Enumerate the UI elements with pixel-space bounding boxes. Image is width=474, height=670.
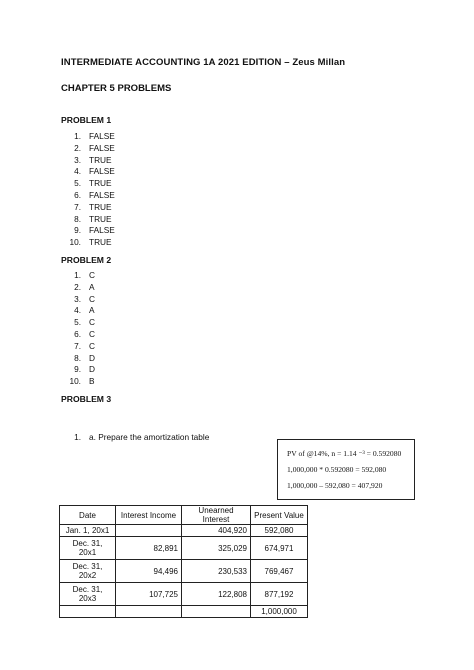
cell-present-value: 674,971: [251, 537, 308, 560]
item-number: 5.: [74, 178, 81, 189]
answer-text: B: [89, 376, 95, 387]
pv-computation-line: 1,000,000 * 0.592080 = 592,080: [287, 465, 387, 474]
list-item: [61, 166, 115, 178]
unearned-interest-line: 1,000,000 – 592,080 = 407,920: [287, 481, 383, 490]
table-row: [60, 525, 308, 537]
cell-unearned-interest: 325,029: [182, 537, 251, 560]
item-number: 9.: [74, 225, 81, 236]
item-text: a. Prepare the amortization table: [89, 432, 210, 442]
cell-interest-income: 82,891: [116, 537, 182, 560]
answer-text: TRUE: [89, 178, 112, 189]
item-number: 3.: [74, 154, 81, 165]
answer-text: C: [89, 293, 95, 304]
list-item: [61, 282, 95, 294]
present-value-computation-box: [277, 439, 415, 500]
item-number: 6.: [74, 189, 81, 200]
answer-text: FALSE: [89, 189, 115, 200]
col-header-interest-income: Interest Income: [116, 506, 182, 525]
cell-unearned-interest: 404,920: [182, 525, 251, 537]
col-header-unearned-interest: Unearned Interest: [182, 506, 251, 525]
answer-text: C: [89, 317, 95, 328]
item-number: 7.: [74, 340, 81, 351]
table-row: [60, 537, 308, 560]
answer-text: FALSE: [89, 131, 115, 141]
list-item: [61, 190, 115, 202]
item-number: 6.: [74, 328, 81, 339]
table-row: [60, 606, 308, 618]
list-item: [61, 131, 115, 143]
list-item: [61, 178, 115, 190]
item-number: 4.: [74, 305, 81, 316]
list-item: [61, 353, 95, 365]
col-header-date: Date: [60, 506, 116, 525]
list-item: [61, 341, 95, 353]
problem-1-answer-list: [61, 131, 115, 249]
list-item: [61, 214, 115, 226]
item-number: 8.: [74, 213, 81, 224]
document-title: INTERMEDIATE ACCOUNTING 1A 2021 EDITION – Zeus Millan: [61, 57, 346, 68]
cell-date: Jan. 1, 20x1: [60, 525, 116, 537]
cell-interest-income: [116, 606, 182, 618]
item-number: 5.: [74, 317, 81, 328]
table-row: [60, 560, 308, 583]
cell-present-value: 1,000,000: [251, 606, 308, 618]
item-number: 7.: [74, 201, 81, 212]
list-item: [61, 305, 95, 317]
answer-text: C: [89, 328, 95, 339]
item-number: 10.: [69, 237, 81, 248]
answer-text: FALSE: [89, 166, 115, 177]
cell-present-value: 592,080: [251, 525, 308, 537]
cell-date: Dec. 31, 20x1: [60, 537, 116, 560]
item-number: 8.: [74, 352, 81, 363]
answer-text: TRUE: [89, 201, 112, 212]
item-number: 1.: [74, 131, 81, 141]
list-item: [61, 202, 115, 214]
cell-date: Dec. 31, 20x3: [60, 583, 116, 606]
problem-2-answer-list: [61, 270, 95, 388]
list-item: [61, 294, 95, 306]
item-number: 10.: [69, 376, 81, 387]
answer-text: D: [89, 352, 95, 363]
amortization-table: [59, 505, 308, 618]
cell-present-value: 877,192: [251, 583, 308, 606]
list-item: [61, 364, 95, 376]
list-item: [61, 270, 95, 282]
cell-interest-income: 94,496: [116, 560, 182, 583]
list-item: [61, 155, 115, 167]
item-number: 4.: [74, 166, 81, 177]
problem-3-item: [61, 432, 209, 442]
item-number: 1.: [74, 432, 81, 442]
cell-unearned-interest: 230,533: [182, 560, 251, 583]
cell-date: [60, 606, 116, 618]
item-number: 2.: [74, 142, 81, 153]
pv-formula-line: PV of @14%, n = 1.14 ⁻³ = 0.592080: [287, 449, 402, 458]
cell-interest-income: 107,725: [116, 583, 182, 606]
list-item: [61, 317, 95, 329]
problem-2-heading: PROBLEM 2: [61, 255, 112, 265]
cell-unearned-interest: 122,808: [182, 583, 251, 606]
table-header-row: [60, 506, 308, 525]
item-number: 3.: [74, 293, 81, 304]
item-number: 9.: [74, 364, 81, 375]
problem-1-heading: PROBLEM 1: [61, 115, 112, 125]
answer-text: A: [89, 281, 95, 292]
cell-present-value: 769,467: [251, 560, 308, 583]
problem-3-heading: PROBLEM 3: [61, 394, 112, 404]
list-item: [61, 329, 95, 341]
cell-interest-income: [116, 525, 182, 537]
item-number: 2.: [74, 281, 81, 292]
answer-text: C: [89, 270, 95, 280]
cell-unearned-interest: [182, 606, 251, 618]
answer-text: TRUE: [89, 213, 112, 224]
answer-text: TRUE: [89, 237, 112, 248]
list-item: [61, 237, 115, 249]
table-row: [60, 583, 308, 606]
item-number: 1.: [74, 270, 81, 280]
answer-text: TRUE: [89, 154, 112, 165]
answer-text: FALSE: [89, 142, 115, 153]
list-item: [61, 143, 115, 155]
col-header-present-value: Present Value: [251, 506, 308, 525]
list-item: [61, 376, 95, 388]
list-item: [61, 225, 115, 237]
answer-text: D: [89, 364, 95, 375]
chapter-heading: CHAPTER 5 PROBLEMS: [61, 83, 172, 94]
cell-date: Dec. 31, 20x2: [60, 560, 116, 583]
answer-text: FALSE: [89, 225, 115, 236]
answer-text: A: [89, 305, 95, 316]
answer-text: C: [89, 340, 95, 351]
